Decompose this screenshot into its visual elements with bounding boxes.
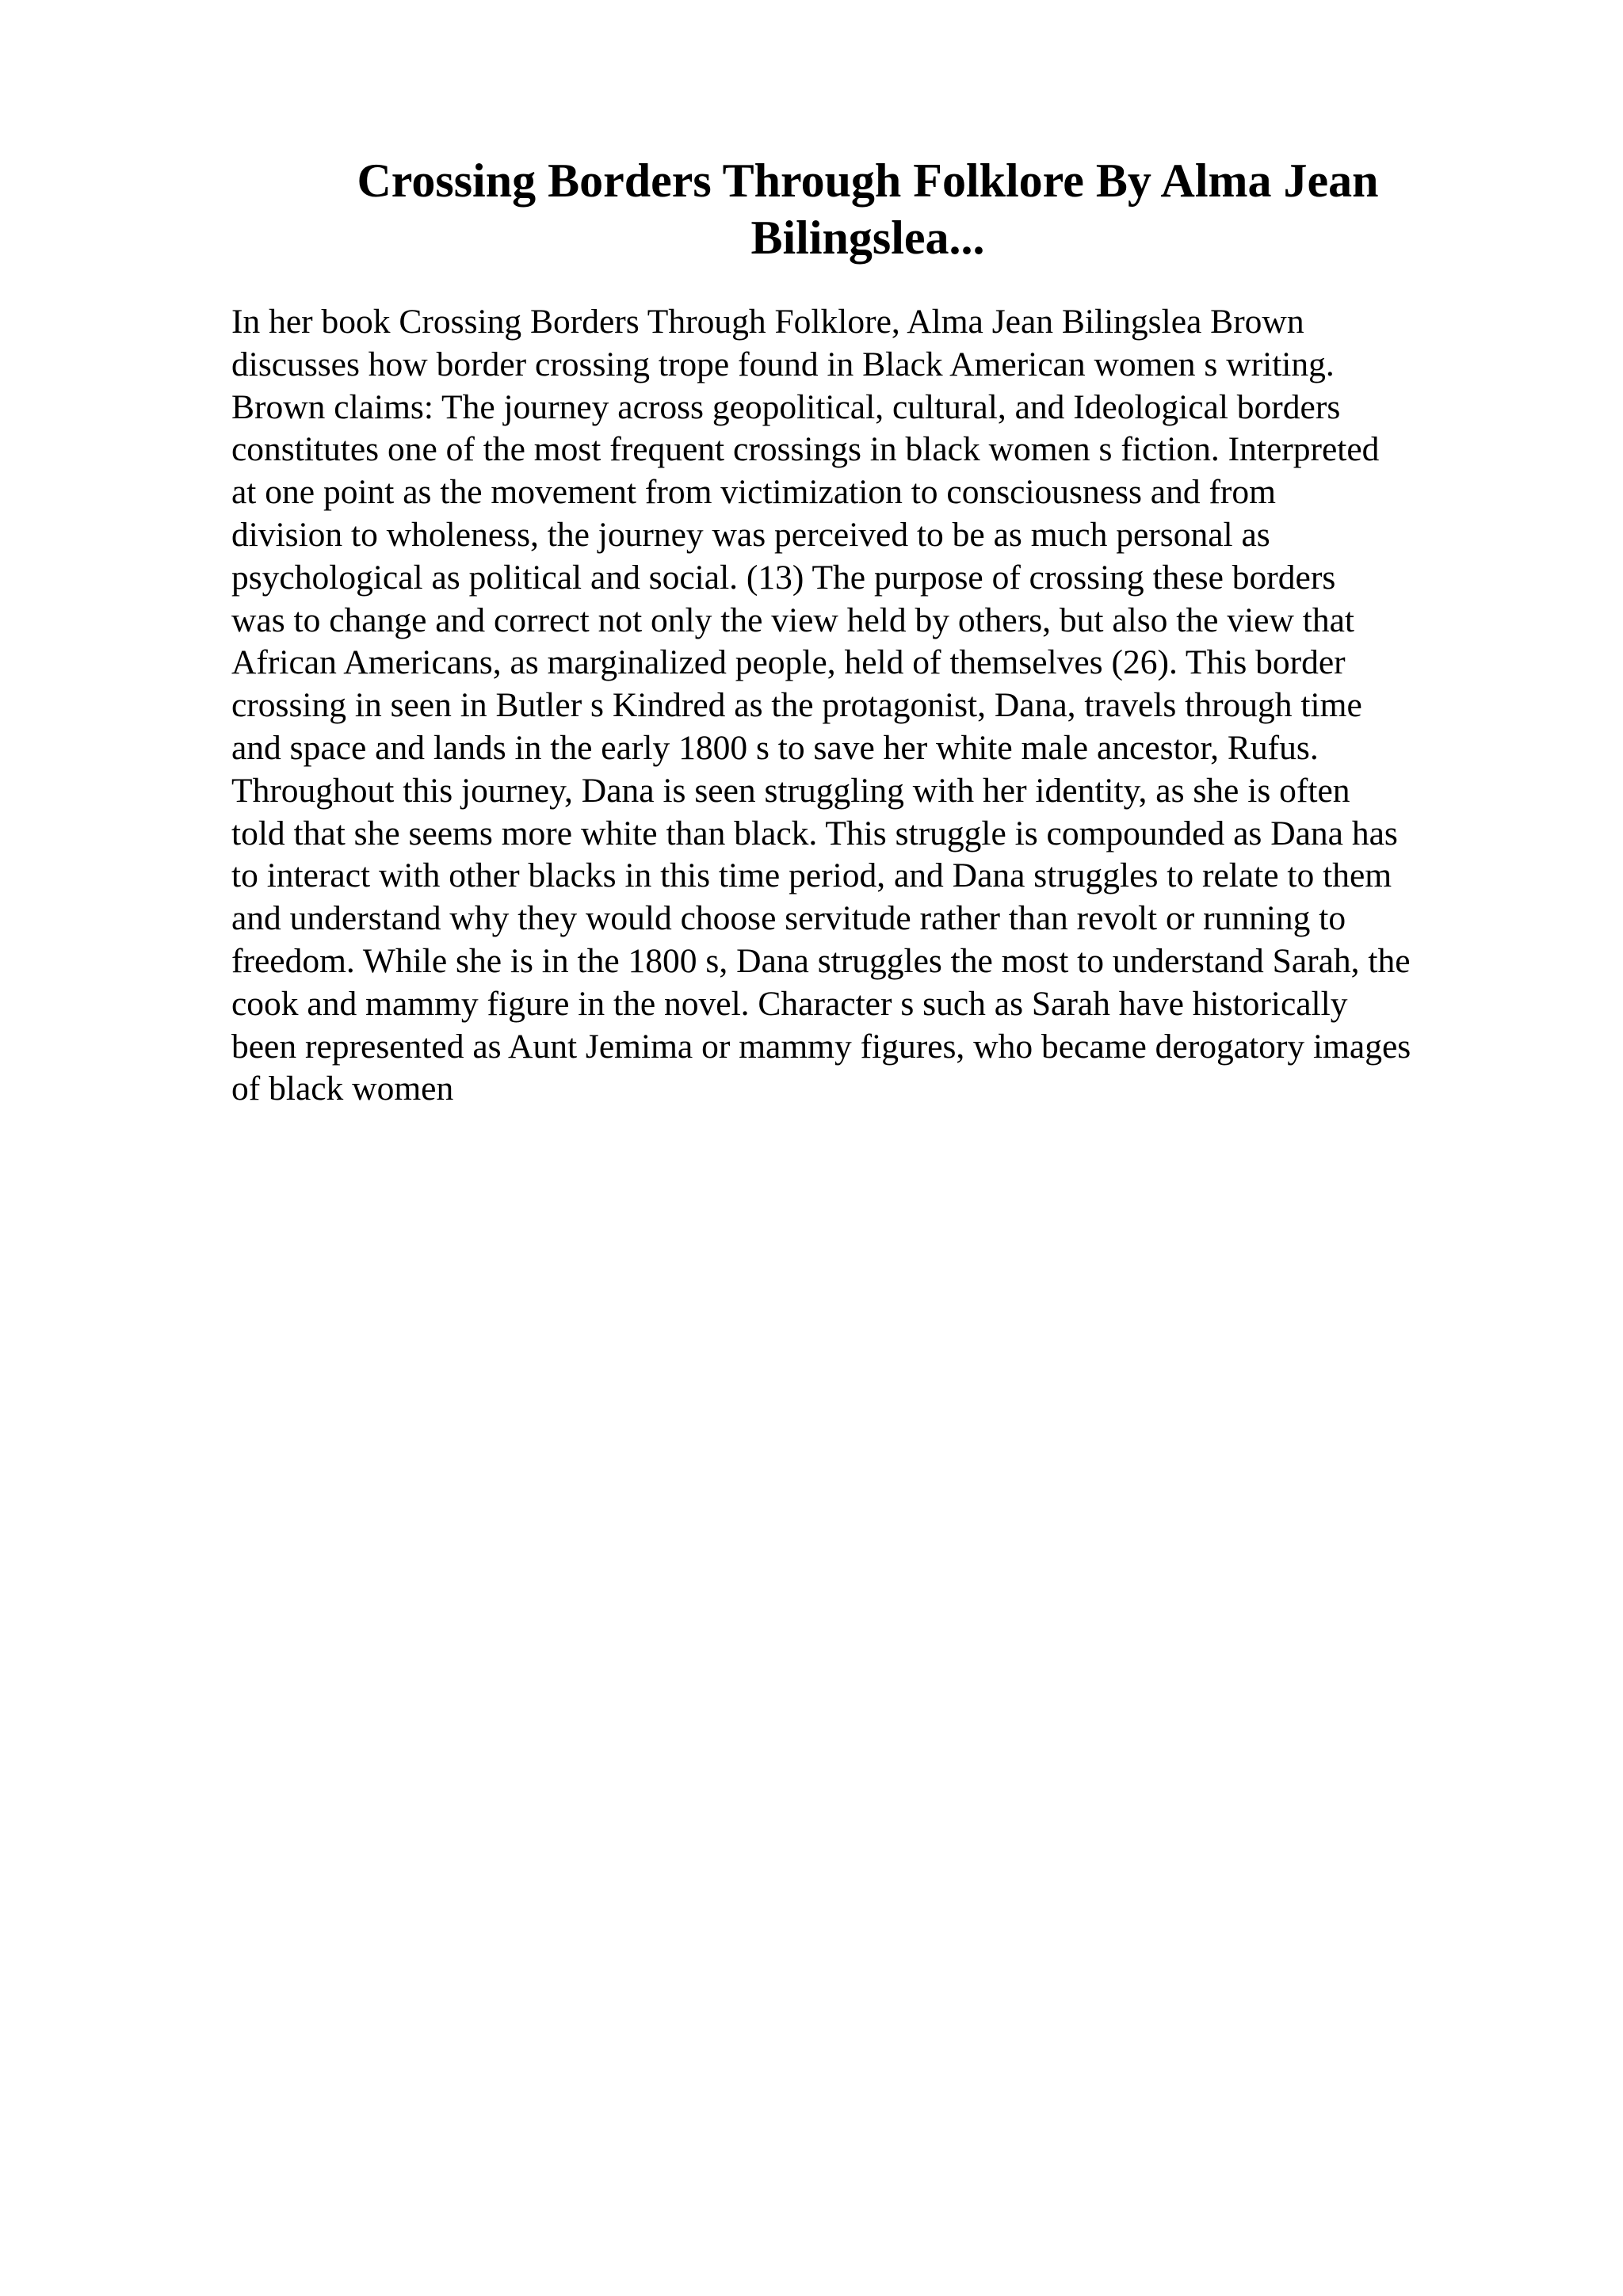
body-line: discusses how border crossing trope found in Black American women s writing. [231,345,1335,383]
body-line: African Americans, as marginalized people, held of themselves (26). This border [231,643,1346,682]
body-line: and understand why they would choose servitude rather than revolt or running to [231,899,1346,938]
document-title [301,152,1434,266]
body-line: been represented as Aunt Jemima or mammy figures, who became derogatory images [231,1027,1411,1066]
body-line: constitutes one of the most frequent crossings in black women s fiction. Interpreted [231,430,1380,469]
body-line: at one point as the movement from victimization to consciousness and from [231,473,1276,512]
body-line: Brown claims: The journey across geopolitical, cultural, and Ideological borders [231,387,1341,426]
body-line: and space and lands in the early 1800 s to save her white male ancestor, Rufus. [231,728,1319,767]
body-line: psychological as political and social. (13) The purpose of crossing these borders [231,558,1336,597]
document-body [231,301,1515,1111]
body-line: cook and mammy figure in the novel. Character s such as Sarah have historically [231,984,1348,1023]
body-line: of black women [231,1070,454,1108]
title-line: Crossing Borders Through Folklore By Alma Jean [357,154,1379,207]
body-line: freedom. While she is in the 1800 s, Dana struggles the most to understand Sarah, the [231,941,1411,980]
body-line: In her book Crossing Borders Through Folklore, Alma Jean Bilingslea Brown [231,303,1304,341]
body-line: told that she seems more white than black. This struggle is compounded as Dana has [231,814,1398,852]
body-line: Throughout this journey, Dana is seen struggling with her identity, as she is often [231,771,1350,810]
body-line: division to wholeness, the journey was perceived to be as much personal as [231,515,1270,554]
body-line: crossing in seen in Butler s Kindred as the protagonist, Dana, travels through time [231,686,1362,725]
body-line: was to change and correct not only the view held by others, but also the view that [231,601,1354,639]
body-line: to interact with other blacks in this time period, and Dana struggles to relate to them [231,856,1392,895]
title-line: Bilingslea... [750,212,985,264]
